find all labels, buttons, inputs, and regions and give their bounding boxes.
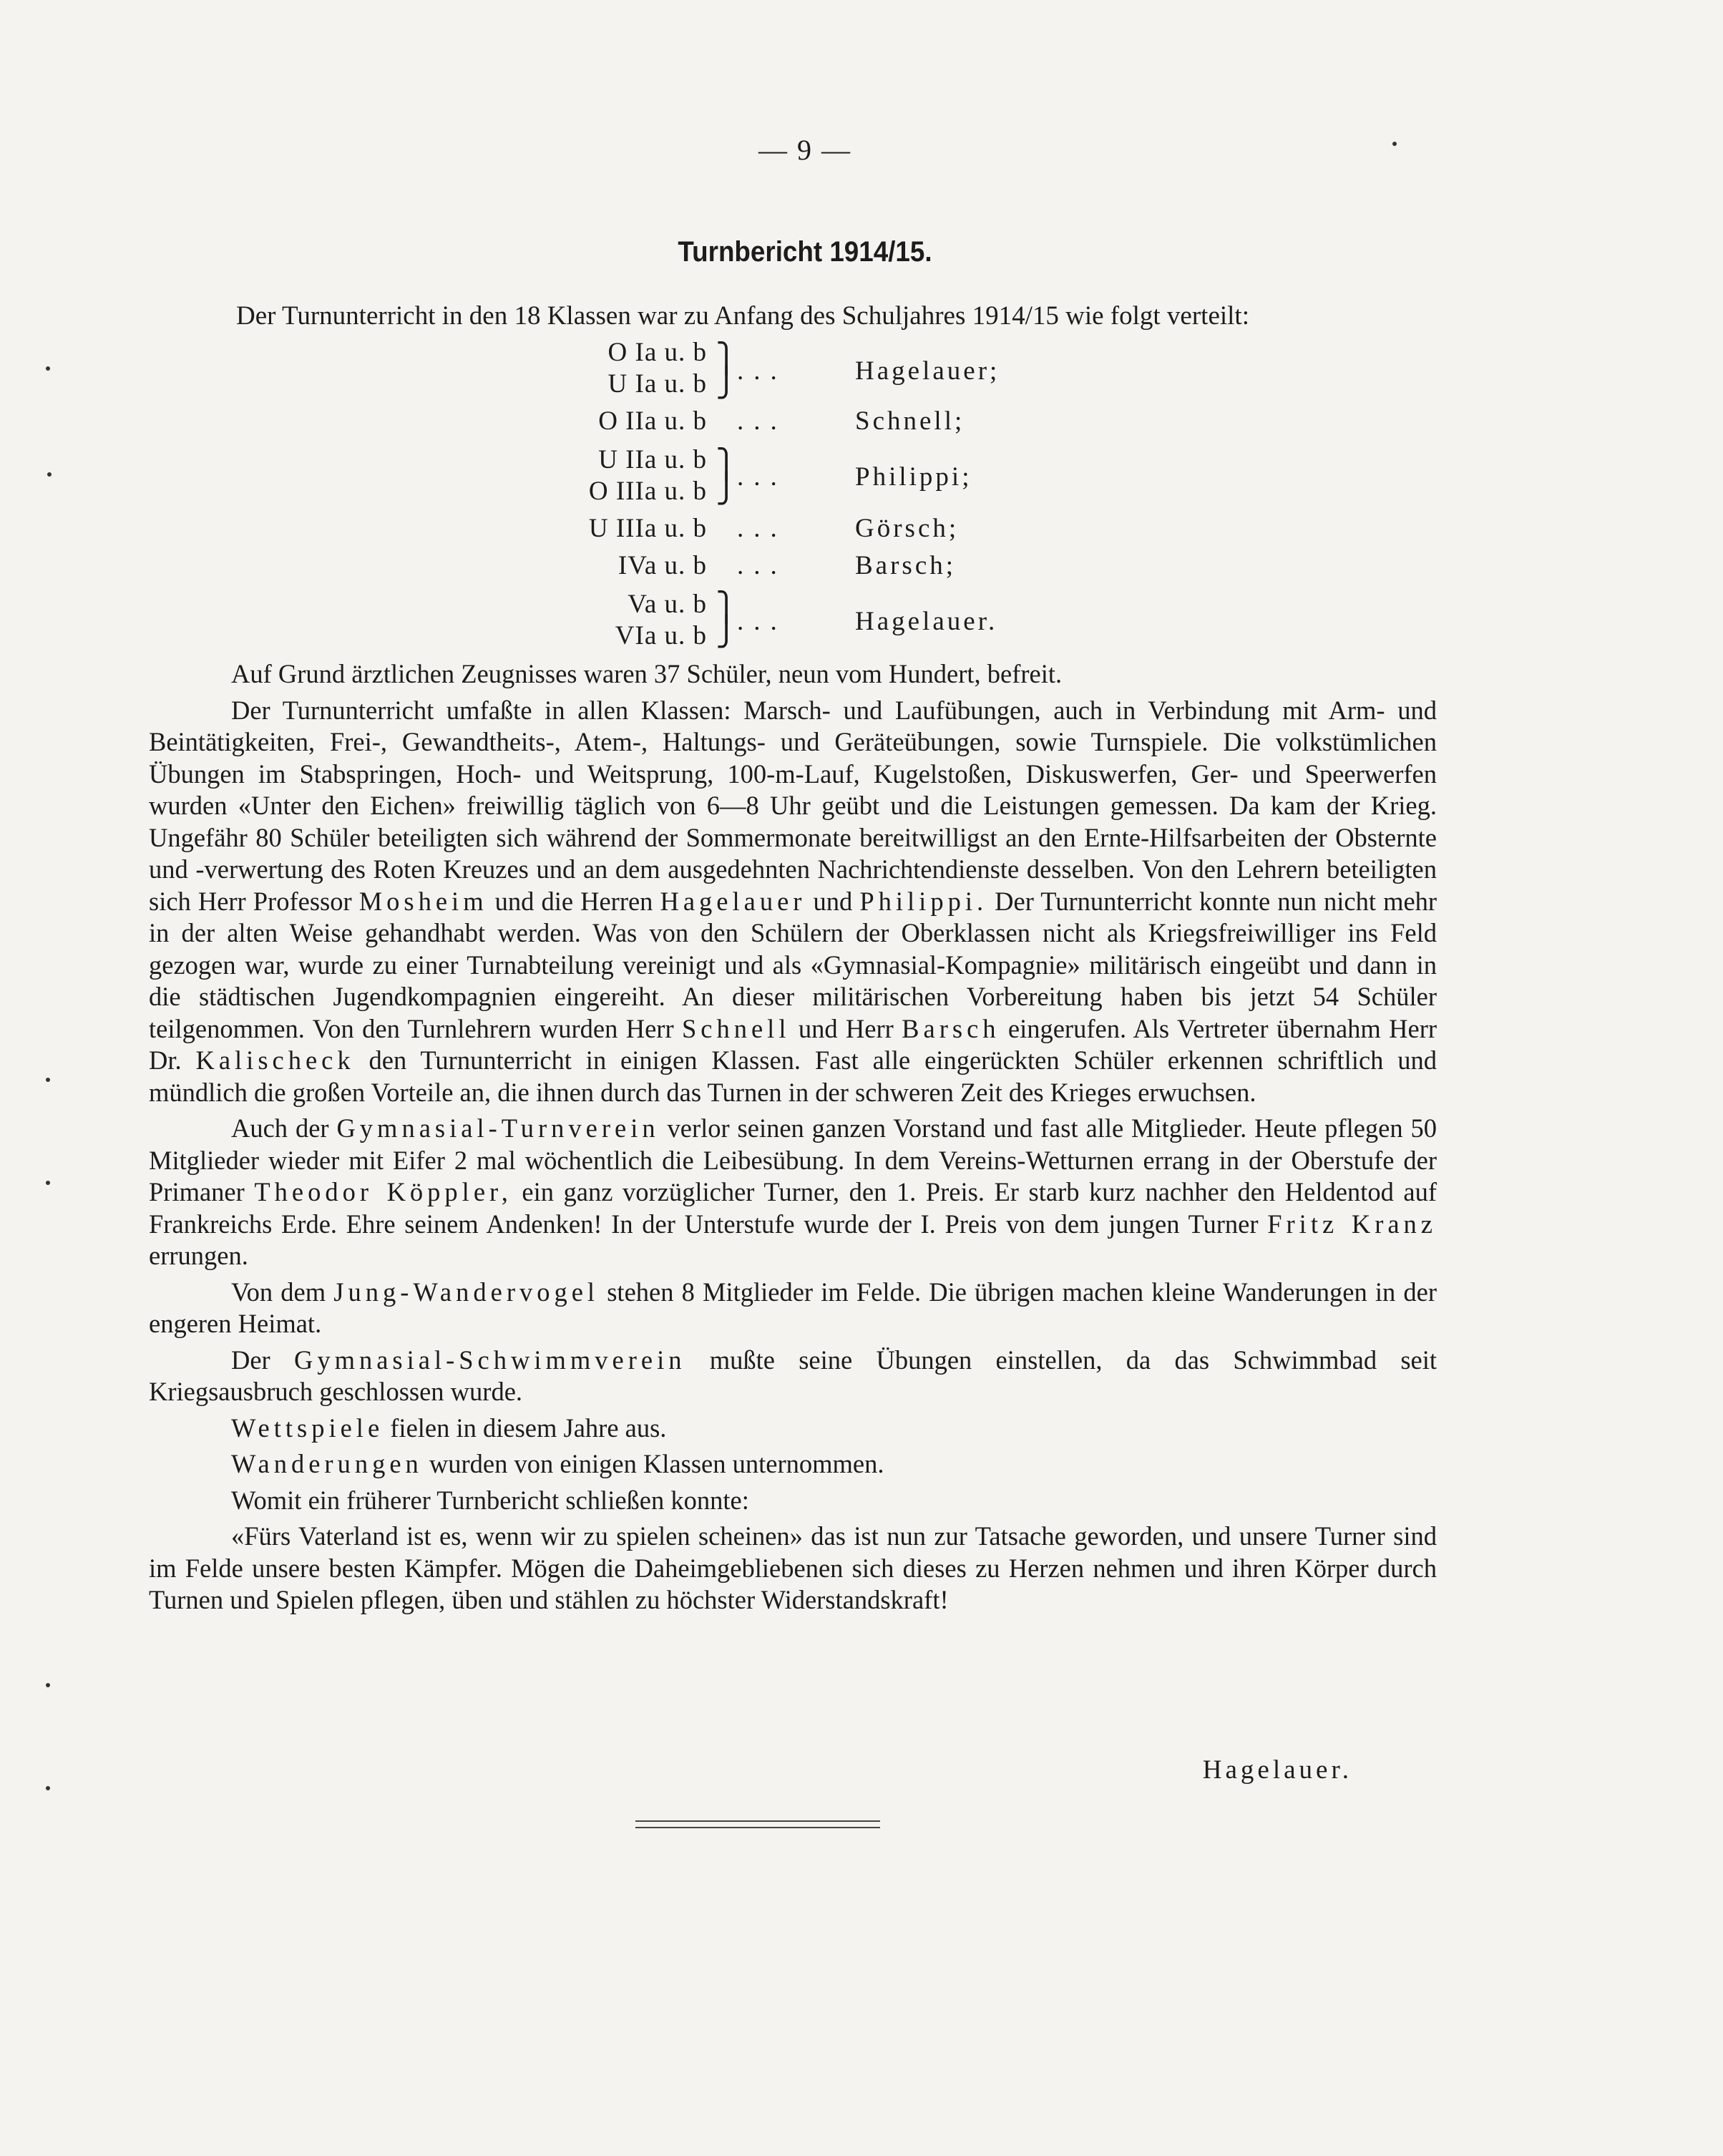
brace: ⎫ — [716, 591, 737, 623]
paragraph-text: verlor seinen ganzen Vorstand und fast alle Mitglieder. Heute pflegen 50 Mitglieder wieder mit Eifer 2 mal wöchentlich die Leibesübung. In dem Vereins-Wetturnen errang in der Oberstufe der Primaner — [149, 1113, 1438, 1206]
paragraph-text: errungen. — [149, 1241, 248, 1270]
paragraph — [149, 1413, 1437, 1445]
paragraph — [149, 1345, 1437, 1408]
class-label: U Ia u. b — [607, 369, 707, 399]
club-name: Jung-Wandervogel — [333, 1277, 600, 1307]
teacher-name: Schnell; — [855, 406, 965, 436]
scan-speck — [47, 472, 52, 477]
paragraph-text: Der Turnunterricht konnte nun nicht mehr in der alten Weise gehandhabt werden. Was von den Schülern der Oberklassen nicht als Kriegsfreiwilliger ins Feld gezogen war, wurde zu einer Turnabteilung vereinigt und als «Gymnasial-Kompagnie» militärisch eingeübt und dann in die städtischen Jugendkompagnien eingereiht. An dieser militärischen Vorbereitung haben bis jetzt 54 Schüler teilgenommen. Von den Turnlehrern wurden Herr — [149, 886, 1438, 1043]
leader-dots: ... — [737, 551, 787, 580]
club-name: Gymnasial-Schwimmverein — [293, 1345, 686, 1375]
person-name: Schnell — [681, 1013, 791, 1043]
class-label: IVa u. b — [618, 551, 707, 580]
paragraph-text: eingerufen. Als Vertreter übernahm Herr Dr. — [149, 1013, 1438, 1075]
paragraph-text: und die Herren — [494, 886, 653, 916]
brace: ⎭ — [716, 615, 737, 648]
teacher-name: Görsch; — [855, 514, 960, 543]
paragraph-text: Auf Grund ärztlichen Zeugnisses waren 37 Schüler, neun vom Hundert, befreit. — [231, 659, 1063, 688]
scan-speck — [46, 1683, 50, 1687]
paragraph-text: Der — [231, 1345, 270, 1375]
scan-speck — [46, 366, 50, 371]
paragraph-text: wurden von einigen Klassen unternommen. — [429, 1449, 884, 1478]
person-name: Theodor Köppler, — [254, 1177, 512, 1206]
scan-speck — [1392, 142, 1397, 146]
teacher-name: Hagelauer. — [855, 607, 998, 636]
class-label: VIa u. b — [615, 621, 707, 650]
paragraph-text: Womit ein früherer Turnbericht schließen konnte: — [231, 1485, 749, 1515]
paragraph — [149, 1113, 1437, 1272]
brace: ⎫ — [716, 448, 737, 480]
paragraph-text: Auch der — [231, 1113, 329, 1143]
paragraph-text: ein ganz vorzüglicher Turner, den 1. Preis. Er starb kurz nachher den Heldentod auf Frankreichs Erde. Ehre seinem Andenken! In der Unterstufe wurde der I. Preis von dem jungen Turner — [149, 1177, 1437, 1239]
scan-speck — [46, 1786, 50, 1790]
leader-dots: ... — [737, 514, 787, 543]
paragraph-text: und Herr — [798, 1013, 894, 1043]
teacher-name: Barsch; — [855, 551, 957, 580]
scan-speck — [46, 1078, 50, 1082]
paragraph-text: mußte seine Übungen einstellen, da das Schwimmbad seit Kriegsausbruch geschlossen wurde. — [149, 1345, 1438, 1406]
leader-dots: ... — [737, 607, 787, 636]
emphasis-term: Wanderungen — [231, 1449, 423, 1478]
paragraph — [231, 658, 1437, 691]
intro-line: Der Turnunterricht in den 18 Klassen war zu Anfang des Schuljahres 1914/15 wie folgt verteilt: — [236, 301, 1249, 331]
leader-dots: ... — [737, 356, 787, 386]
paragraph — [149, 1485, 1437, 1517]
signature: Hagelauer. — [1202, 1755, 1352, 1785]
class-label: Va u. b — [628, 590, 707, 619]
paragraph-text: Der Turnunterricht umfaßte in allen Klassen: Marsch- und Laufübungen, auch in Verbindung mit Arm- und Beintätigkeiten, Frei-, Gewandtheits-, Atem-, Haltungs- und Geräteübungen, sowie Turnspiele. Die volkstümlichen Übungen im Stabspringen, Hoch- und Weitsprung, 100-m-Lauf, Kugelstoßen, Diskuswerfen, Ger- und Speerwerfen wurden «Unter den Eichen» freiwillig täglich von 6—8 Uhr geübt und die Leistungen gemessen. Da kam der Krieg. Ungefähr 80 Schüler beteiligten sich während der Sommermonate bereitwilligst an den Ernte-Hilfsarbeiten der Obsternte und -verwertung des Roten Kreuzes und an dem ausgedehnten Nachrichtendienste desselben. Von den Lehrern beteiligten sich Herr Professor — [149, 695, 1437, 916]
paragraph-text: fielen in diesem Jahre aus. — [390, 1413, 667, 1443]
person-name: Philippi. — [859, 886, 988, 916]
paragraph-text: und — [813, 886, 853, 916]
report-body — [149, 658, 1437, 1621]
club-name: Gymnasial-Turnverein — [336, 1113, 660, 1143]
person-name: Barsch — [902, 1013, 1000, 1043]
paragraph — [149, 1277, 1437, 1340]
paragraph — [149, 1521, 1437, 1616]
person-name: Hagelauer — [660, 886, 806, 916]
paragraph-text: «Fürs Vaterland ist es, wenn wir zu spielen scheinen» das ist nun zur Tatsache geworden, und unsere Turner sind im Felde unsere besten Kämpfer. Mögen die Daheimgebliebenen sich dieses zu Herzen nehmen und ihren Körper durch Turnen und Spielen pflegen, üben und stählen zu höchster Widerstandskraft! — [149, 1521, 1437, 1614]
class-label: U IIa u. b — [598, 445, 707, 474]
class-label: O IIIa u. b — [588, 477, 707, 506]
class-label: U IIIa u. b — [588, 514, 707, 543]
person-name: Mosheim — [358, 886, 488, 916]
paragraph — [149, 695, 1437, 1109]
paragraph — [149, 1448, 1437, 1481]
brace: ⎭ — [716, 472, 737, 504]
page-title: Turnbericht 1914/15. — [678, 236, 932, 268]
scan-speck — [46, 1181, 50, 1185]
class-label: O IIa u. b — [598, 406, 707, 436]
leader-dots: ... — [737, 406, 787, 436]
teacher-name: Hagelauer; — [855, 356, 1000, 386]
class-label: O Ia u. b — [607, 338, 707, 367]
paragraph-text: den Turnunterricht in einigen Klassen. Fast alle eingerückten Schüler erkennen schriftlich und mündlich die großen Vorteile an, die ihnen durch das Turnen in der schweren Zeit des Krieges erwuchsen. — [149, 1045, 1437, 1107]
double-rule-divider — [635, 1820, 880, 1828]
paragraph-text: stehen 8 Mitglieder im Felde. Die übrigen machen kleine Wanderungen in der engeren Heimat. — [149, 1277, 1438, 1338]
teacher-name: Philippi; — [855, 462, 972, 492]
page-number: — 9 — — [758, 134, 851, 166]
person-name: Fritz Kranz — [1267, 1209, 1438, 1239]
brace: ⎫ — [716, 342, 737, 374]
emphasis-term: Wettspiele — [231, 1413, 384, 1443]
brace: ⎭ — [716, 366, 737, 399]
paragraph-text: Von dem — [231, 1277, 326, 1307]
leader-dots: ... — [737, 462, 787, 492]
person-name: Kalischeck — [195, 1045, 355, 1075]
